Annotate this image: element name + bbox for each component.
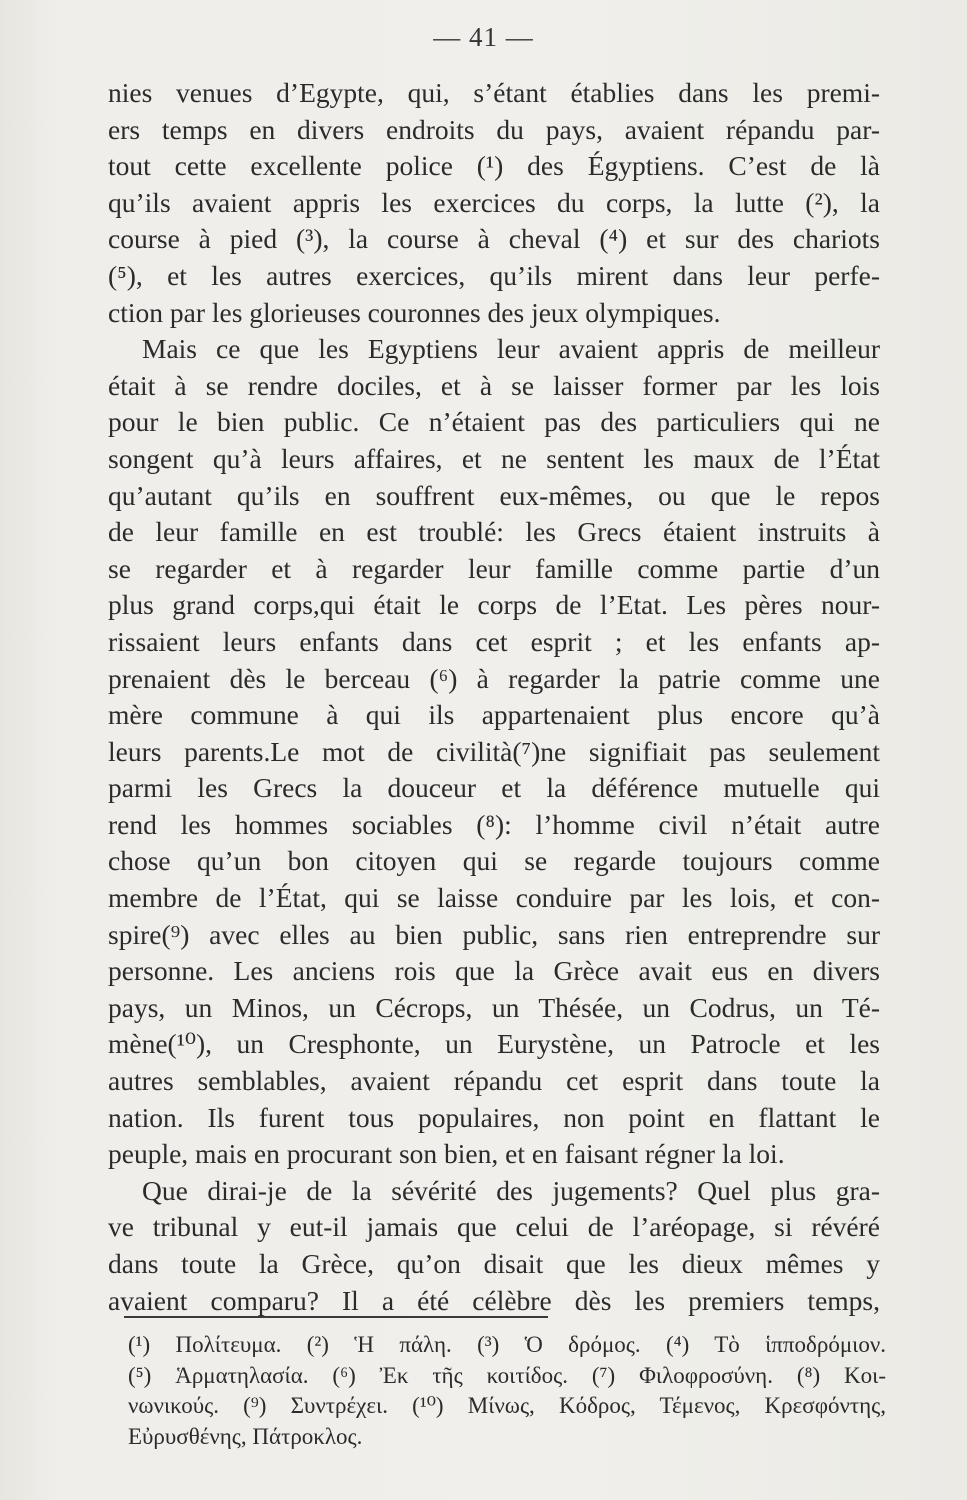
page-number: — 41 — — [433, 22, 534, 52]
text-line: membre de l’État, qui se laisse conduire par les lois, et con- — [108, 882, 880, 914]
main-text — [108, 75, 880, 1319]
text-line: ers temps en divers endroits du pays, avaient répandu par- — [108, 113, 880, 145]
text-line: chose qu’un bon citoyen qui se regarde toujours comme — [108, 845, 880, 877]
text-line: prenaient dès le berceau (⁶) à regarder la patrie comme une — [108, 662, 880, 694]
text-line: dans toute la Grèce, qu’on disait que les dieux mêmes y — [108, 1248, 880, 1279]
text-line: Mais ce que les Egyptiens leur avaient appris de meilleur — [142, 333, 880, 365]
text-line: course à pied (³), la course à cheval (⁴) et sur des chariots — [108, 223, 880, 255]
text-line: Que dirai-je de la sévérité des jugements? Quel plus gra- — [142, 1174, 880, 1206]
footnote-line: (⁵) Ἁρματηλασία. (⁶) Ἐκ τῆς κοιτίδος. (⁷) Φιλοφροσύνη. (⁸) Κοι- — [128, 1362, 886, 1388]
text-line: pays, un Minos, un Cécrops, un Thésée, un Codrus, un Té- — [108, 991, 880, 1023]
text-line: avaient comparu? Il a été célèbre dès les premiers temps, — [108, 1284, 880, 1316]
footnote-line: Εὐρυσθένης, Πάτροκλος. — [128, 1423, 363, 1449]
text-line: était à se rendre dociles, et à se laisser former par les lois — [108, 369, 880, 401]
text-line: pour le bien public. Ce n’étaient pas des particuliers qui ne — [108, 406, 880, 438]
text-line: peuple, mais en procurant son bien, et en faisant régner la loi. — [108, 1138, 785, 1170]
text-line: plus grand corps,qui était le corps de l’Etat. Les pères nour- — [108, 589, 880, 621]
text-line: de leur famille en est troublé: les Grecs étaient instruits à — [108, 516, 880, 548]
text-line: ve tribunal y eut-il jamais que celui de l’aréopage, si révéré — [108, 1211, 880, 1243]
text-line: tout cette excellente police (¹) des Égyptiens. C’est de là — [108, 150, 880, 182]
footnote-line: (¹) Πολίτευμα. (²) Ἡ πάλη. (³) Ὁ δρόμος. (⁴) Τὸ ἱπποδρόμιον. — [128, 1332, 886, 1357]
text-line: rissaient leurs enfants dans cet esprit ; et les enfants ap- — [108, 625, 880, 657]
text-line: ction par les glorieuses couronnes des jeux olympiques. — [108, 296, 721, 328]
footnote-divider — [124, 1316, 548, 1318]
text-line: mène(¹⁰), un Cresphonte, un Eurystène, un Patrocle et les — [108, 1028, 880, 1060]
text-line: parmi les Grecs la douceur et la déférence mutuelle qui — [108, 772, 880, 804]
footnote-line: νωνικούς. (⁹) Συντρέχει. (¹⁰) Μίνως, Κόδρος, Τέμενος, Κρεσφόντης, — [128, 1393, 886, 1418]
text-line: (⁵), et les autres exercices, qu’ils mirent dans leur perfe- — [108, 259, 880, 291]
text-line: mère commune à qui ils appartenaient plus encore qu’à — [108, 699, 880, 731]
text-line: nation. Ils furent tous populaires, non point en flattant le — [108, 1101, 880, 1133]
text-line: qu’autant qu’ils en souffrent eux-mêmes, ou que le repos — [108, 479, 880, 511]
text-line: leurs parents.Le mot de civilità(⁷)ne signifiait pas seulement — [108, 735, 880, 767]
text-line: qu’ils avaient appris les exercices du corps, la lutte (²), la — [108, 186, 880, 218]
footnotes — [128, 1330, 886, 1452]
text-line: se regarder et à regarder leur famille comme partie d’un — [108, 552, 880, 584]
text-line: nies venues d’Egypte, qui, s’étant établies dans les premi- — [108, 77, 880, 108]
text-line: personne. Les anciens rois que la Grèce avait eus en divers — [108, 955, 880, 987]
text-line: songent qu’à leurs affaires, et ne sentent les maux de l’État — [108, 442, 880, 474]
text-line: autres semblables, avaient répandu cet esprit dans toute la — [108, 1065, 880, 1097]
text-line: rend les hommes sociables (⁸): l’homme civil n’était autre — [108, 808, 880, 840]
text-line: spire(⁹) avec elles au bien public, sans rien entreprendre sur — [108, 918, 880, 950]
